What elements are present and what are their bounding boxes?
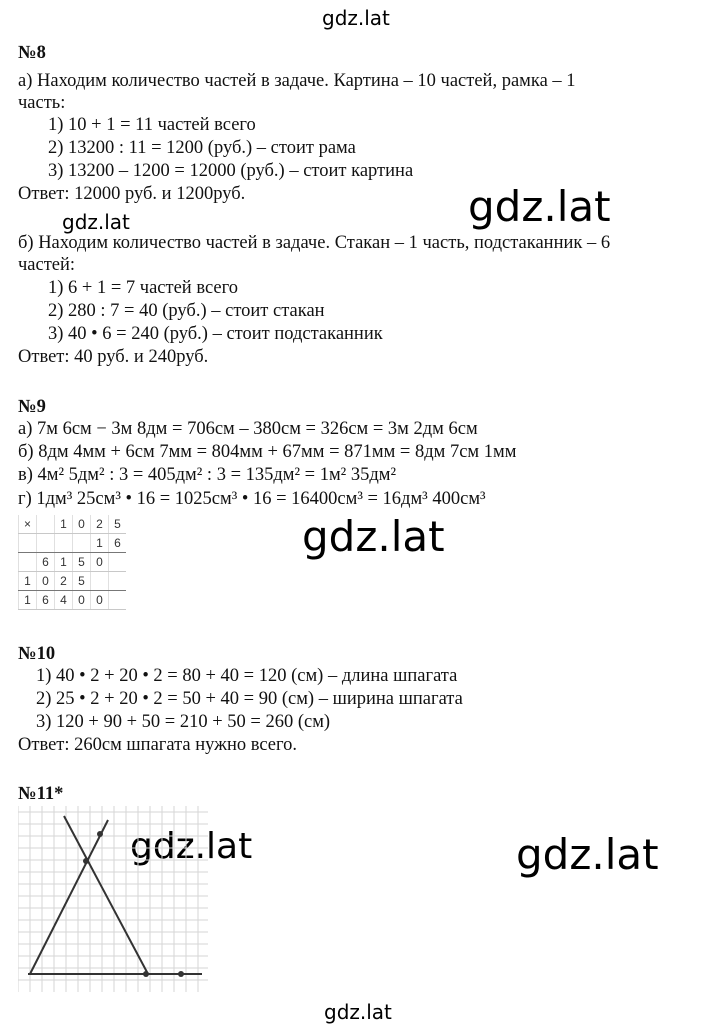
task10-answer: Ответ: 260см шпагата нужно всего. <box>18 735 297 755</box>
mult-cell <box>109 572 127 591</box>
mult-cell <box>19 534 37 553</box>
task8-b-step: 1) 6 + 1 = 7 частей всего <box>48 278 238 298</box>
mult-cell: 6 <box>37 591 55 610</box>
task8-a-line2: часть: <box>18 93 66 113</box>
watermark-large: gdz.lat <box>302 512 445 561</box>
mult-cell: × <box>19 515 37 534</box>
task10-step: 1) 40 • 2 + 20 • 2 = 80 + 40 = 120 (см) – длина шпагата <box>36 666 458 686</box>
mult-cell <box>37 515 55 534</box>
task11-drawing <box>18 806 208 992</box>
mult-cell <box>73 534 91 553</box>
mult-cell <box>55 534 73 553</box>
task10-title: №10 <box>18 644 56 664</box>
watermark-top: gdz.lat <box>322 6 390 30</box>
task8-a-step: 2) 13200 : 11 = 1200 (руб.) – стоит рама <box>48 138 356 158</box>
mult-cell <box>37 534 55 553</box>
mult-cell: 1 <box>91 534 109 553</box>
mult-cell: 5 <box>73 572 91 591</box>
mult-cell: 1 <box>55 553 73 572</box>
task10-step: 2) 25 • 2 + 20 • 2 = 50 + 40 = 90 (см) – ширина шпагата <box>36 689 463 709</box>
task8-b-answer: Ответ: 40 руб. и 240руб. <box>18 347 209 367</box>
task8-a-step: 3) 13200 – 1200 = 12000 (руб.) – стоит картина <box>48 161 414 181</box>
watermark-small-mid: gdz.lat <box>62 210 130 234</box>
mult-cell: 1 <box>19 591 37 610</box>
mult-cell: 1 <box>55 515 73 534</box>
mult-cell <box>91 572 109 591</box>
watermark-large: gdz.lat <box>468 182 611 231</box>
mult-cell: 1 <box>19 572 37 591</box>
mult-cell: 6 <box>109 534 127 553</box>
task8-a-step: 1) 10 + 1 = 11 частей всего <box>48 115 256 135</box>
mult-cell: 6 <box>37 553 55 572</box>
task11-title: №11* <box>18 784 64 804</box>
task9-c: в) 4м² 5дм² : 3 = 405дм² : 3 = 135дм² = 1м² 35дм² <box>18 465 397 485</box>
mult-cell: 0 <box>91 591 109 610</box>
mult-cell: 0 <box>73 515 91 534</box>
task9-title: №9 <box>18 397 46 417</box>
task8-b-line2: частей: <box>18 255 76 275</box>
mult-cell <box>19 553 37 572</box>
mult-cell: 2 <box>91 515 109 534</box>
mult-cell: 4 <box>55 591 73 610</box>
task10-step: 3) 120 + 90 + 50 = 210 + 50 = 260 (см) <box>36 712 331 732</box>
watermark-bottom: gdz.lat <box>324 1000 392 1024</box>
watermark-large: gdz.lat <box>130 826 253 867</box>
mult-cell: 0 <box>91 553 109 572</box>
task8-b-step: 2) 280 : 7 = 40 (руб.) – стоит стакан <box>48 301 325 321</box>
task8-b-step: 3) 40 • 6 = 240 (руб.) – стоит подстаканник <box>48 324 383 344</box>
watermark-large: gdz.lat <box>516 830 659 879</box>
mult-cell: 0 <box>37 572 55 591</box>
mult-cell: 5 <box>73 553 91 572</box>
task8-a-answer: Ответ: 12000 руб. и 1200руб. <box>18 184 246 204</box>
task8-a-line1: а) Находим количество частей в задаче. Картина – 10 частей, рамка – 1 <box>18 71 576 91</box>
mult-cell <box>109 553 127 572</box>
mult-cell: 5 <box>109 515 127 534</box>
task8-b-line1: б) Находим количество частей в задаче. Стакан – 1 часть, подстаканник – 6 <box>18 233 611 253</box>
task9-b: б) 8дм 4мм + 6см 7мм = 804мм + 67мм = 871мм = 8дм 7см 1мм <box>18 442 517 462</box>
multiplication-table <box>18 515 126 610</box>
mult-cell: 0 <box>73 591 91 610</box>
task9-d: г) 1дм³ 25см³ • 16 = 1025см³ • 16 = 16400см³ = 16дм³ 400см³ <box>18 489 486 509</box>
task8-title: №8 <box>18 43 46 63</box>
mult-cell <box>109 591 127 610</box>
task9-a: а) 7м 6см − 3м 8дм = 706см – 380см = 326см = 3м 2дм 6см <box>18 419 478 439</box>
mult-cell: 2 <box>55 572 73 591</box>
